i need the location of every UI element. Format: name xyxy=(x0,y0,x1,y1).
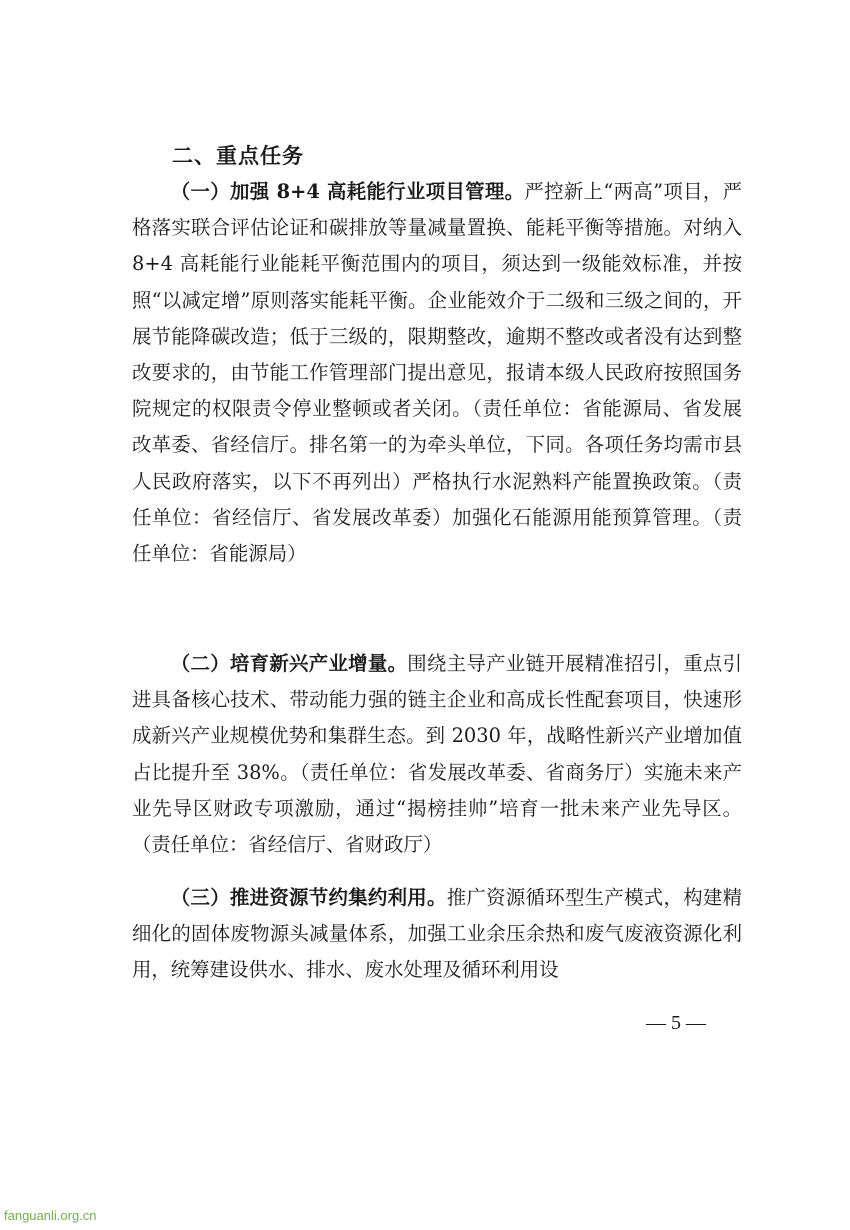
paragraph-1-body: 严控新上“两高”项目，严格落实联合评估论证和碳排放等量减量置换、能耗平衡等措施。对纳入 8+4 高耗能行业能耗平衡范围内的项目，须达到一级能效标准，并按照“以减定增”原则落实能耗平衡。企业能效介于二级和三级之间的，开展节能降碳改造；低于三级的，限期整改，逾期不整改或者没有达到整改要求的，由节能工作管理部门提出意见，报请本级人民政府按照国务院规定的权限责令停业整顿或者关闭。（责任单位：省能源局、省发展改革委、省经信厅。排名第一的为牵头单位，下同。各项任务均需市县人民政府落实，以下不再列出）严格执行水泥熟料产能置换政策。（责任单位：省经信厅、省发展改革委）加强化石能源用能预算管理。（责任单位：省能源局） xyxy=(132,180,743,566)
page-number: — 5 — xyxy=(646,1012,706,1034)
paragraph-3-heading: （三）推进资源节约集约利用。 xyxy=(170,886,447,909)
paragraph-3 xyxy=(132,880,742,989)
watermark: fanguanli.org.cn xyxy=(4,1208,97,1223)
paragraph-3-body: 推广资源循环型生产模式，构建精细化的固体废物源头减量体系，加强工业余压余热和废气废液资源化利用，统筹建设供水、排水、废水处理及循环利用设 xyxy=(132,886,742,982)
paragraph-2-heading: （二）培育新兴产业增量。 xyxy=(170,652,408,675)
paragraph-1 xyxy=(132,174,742,572)
paragraph-2-body: 围绕主导产业链开展精准招引，重点引进具备核心技术、带动能力强的链主企业和高成长性配套项目，快速形成新兴产业规模优势和集群生态。到 2030 年，战略性新兴产业增加值占比提升至 38%。（责任单位：省发展改革委、省商务厅）实施未来产业先导区财政专项激励，通过“揭榜挂帅”培育一批未来产业先导区。（责任单位：省经信厅、省财政厅） xyxy=(132,652,743,857)
paragraph-1-heading: （一）加强 8+4 高耗能行业项目管理。 xyxy=(170,180,525,203)
paragraph-2 xyxy=(132,646,742,863)
section-heading: 二、重点任务 xyxy=(172,143,304,168)
